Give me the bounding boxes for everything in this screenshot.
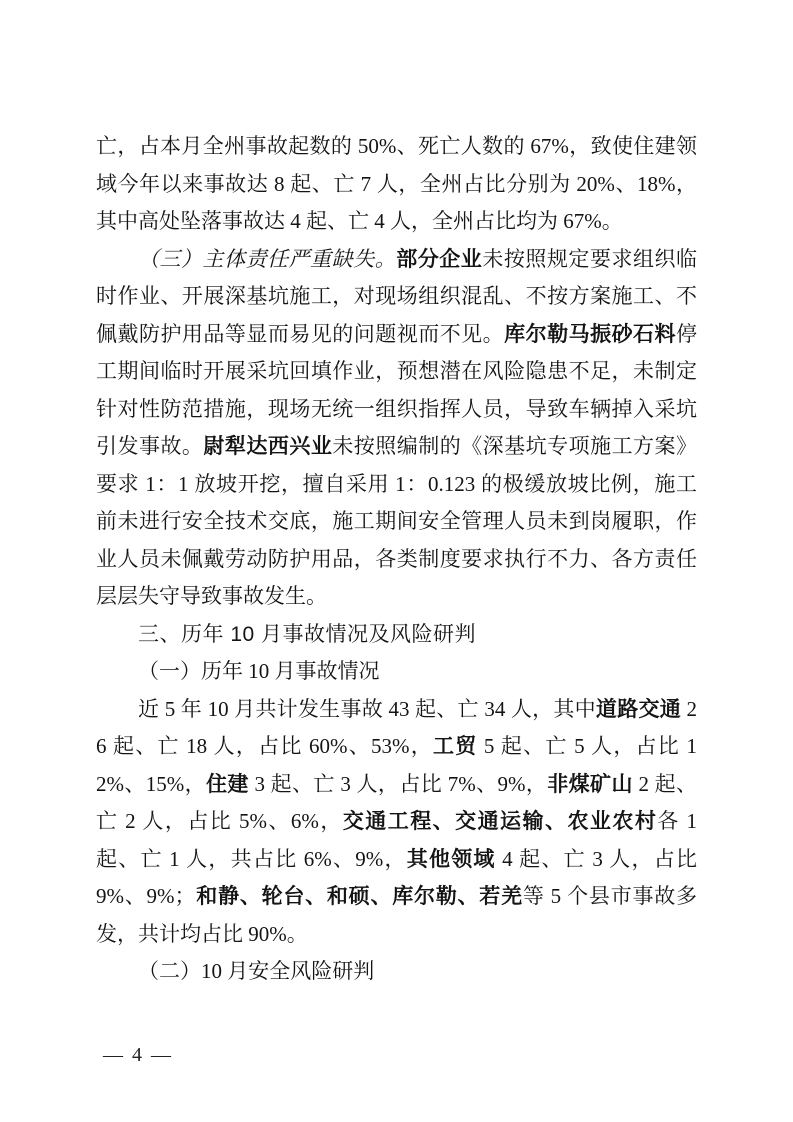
text-run: 未按照编制的《深基坑专项施工方案》要求 1：1 放坡开挖，擅自采用 1：0.123 的极缓放坡比例，施工前未进行安全技术交底，施工期间安全管理人员未到岗履职，作业人员未佩戴劳动防护用品，各类制度要求执行不力、各方责任层层失守导致事故发生。 [96,434,698,608]
text-run: 交通工程、交通运输、农业农村 [342,809,658,833]
text-run: 工贸 [432,734,478,758]
text-run: 非煤矿山 [547,771,633,796]
text-run: 4 起、亡 3 人，占比 9%、9%； [96,846,697,908]
paragraph [96,691,697,954]
text-run: 未按照规定要求组织临时作业、开展深基坑施工，对现场组织混乱、不按方案施工、不佩戴防护用品等显而易见的问题视而不见。 [96,246,698,346]
text-run: 住建 [206,771,249,796]
page-footer [103,1043,173,1067]
text-run: 尉犁达西兴业 [203,434,333,458]
text-run: 三、历年 10 月事故情况及风险研判 [138,622,477,646]
text-run: 各 1 起、亡 1 人，共占比 6%、9%， [96,809,697,871]
text-run: 26 起、亡 18 人，占比 60%、53%， [96,696,698,758]
text-run: 5 起、亡 5 人，占比 12%、15%， [96,734,697,796]
text-run: 等 5 个县市事故多发，共计均占比 90%。 [96,884,697,946]
paragraph [96,241,697,616]
text-run: 和静、轮台、和硕、库尔勒、若羌 [195,884,523,908]
page-number: — 4 — [103,1044,173,1066]
text-run: （一）历年 10 月事故情况 [138,659,380,683]
sub-heading [96,653,697,691]
text-run: 停工期间临时开展采坑回填作业，预想潜在风险隐患不足，未制定针对性防范措施，现场无统一组织指挥人员，导致车辆掉入采坑引发事故。 [96,321,698,458]
text-run: 3 起、亡 3 人，占比 7%、9%， [248,771,548,796]
paragraph [96,128,697,241]
text-run: （三）主体责任严重缺失。 [138,246,397,271]
text-run: 其他领域 [406,846,496,871]
text-run: （二）10 月安全风险研判 [138,959,375,983]
text-run: 部分企业 [396,246,483,271]
sub-heading [96,953,697,991]
text-run: 库尔勒马振砂石料 [504,321,677,346]
text-run: 亡，占本月全州事故起数的 50%、死亡人数的 67%，致使住建领域今年以来事故达 8 起、亡 7 人，全州占比分别为 20%、18%，其中高处坠落事故达 4 起、亡 4 人，全州占比均为 67%。 [96,134,697,233]
text-run: 2 起、亡 2 人，占比 5%、6%， [96,771,698,833]
section-heading [96,616,697,654]
text-run: 道路交通 [595,696,681,721]
text-run: 近 5 年 10 月共计发生事故 43 起、亡 34 人，其中 [138,696,596,721]
document-body [96,128,697,991]
